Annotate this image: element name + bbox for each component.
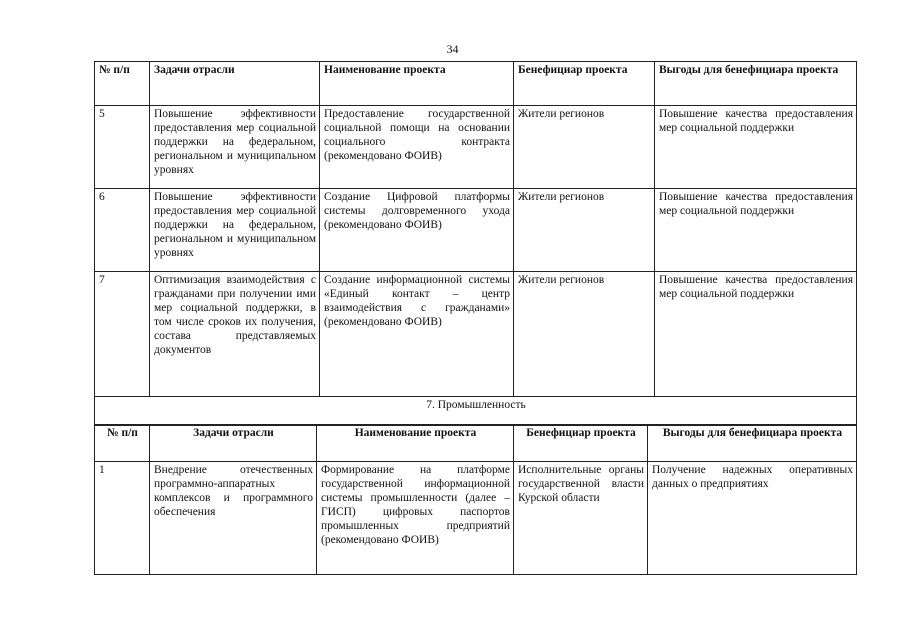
- cell-tasks: Внедрение отечественных программно-аппаратных комплексов и программного обеспечения: [150, 462, 317, 575]
- cell-num: 6: [95, 189, 150, 272]
- industry-table: [94, 424, 857, 575]
- cell-tasks: Повышение эффективности предоставления мер социальной поддержки на федеральном, региональном и муниципальном уровнях: [150, 189, 320, 272]
- cell-num: 7: [95, 272, 150, 397]
- header-beneficiary: Бенефициар проекта: [514, 62, 655, 106]
- cell-benefits: Получение надежных оперативных данных о предприятиях: [648, 462, 857, 575]
- cell-beneficiary: Жители регионов: [514, 272, 655, 397]
- section-row: [95, 397, 857, 426]
- header-tasks: Задачи отрасли: [150, 62, 320, 106]
- header-tasks: Задачи отрасли: [150, 425, 317, 462]
- header-benefits: Выгоды для бенефициара проекта: [648, 425, 857, 462]
- header-num: № п/п: [95, 62, 150, 106]
- page-number: 34: [446, 42, 459, 56]
- header-beneficiary: Бенефициар проекта: [514, 425, 648, 462]
- cell-tasks: Повышение эффективности предоставления мер социальной поддержки на федеральном, региональном и муниципальном уровнях: [150, 106, 320, 189]
- cell-benefits: Повышение качества предоставления мер социальной поддержки: [655, 272, 857, 397]
- cell-benefits: Повышение качества предоставления мер социальной поддержки: [655, 189, 857, 272]
- table-header-row: [95, 425, 857, 462]
- cell-project: Создание информационной системы «Единый контакт – центр взаимодействия с гражданами» (рекомендовано ФОИВ): [320, 272, 514, 397]
- header-num: № п/п: [95, 425, 150, 462]
- table-row: [95, 106, 857, 189]
- cell-num: 1: [95, 462, 150, 575]
- table-header-row: [95, 62, 857, 106]
- cell-project: Создание Цифровой платформы системы долговременного ухода (рекомендовано ФОИВ): [320, 189, 514, 272]
- header-project: Наименование проекта: [317, 425, 514, 462]
- cell-beneficiary: Жители регионов: [514, 106, 655, 189]
- header-project: Наименование проекта: [320, 62, 514, 106]
- section-title: 7. Промышленность: [95, 397, 857, 426]
- table-row: [95, 272, 857, 397]
- cell-project: Формирование на платформе государственной информационной системы промышленности (далее – ГИСП) цифровых паспортов промышленных предприятий (рекомендовано ФОИВ): [317, 462, 514, 575]
- table-row: [95, 462, 857, 575]
- projects-table: [94, 61, 857, 426]
- header-benefits: Выгоды для бенефициара проекта: [655, 62, 857, 106]
- cell-tasks: Оптимизация взаимодействия с гражданами при получении ими мер социальной поддержки, в том числе сроков их получения, состава представляемых документов: [150, 272, 320, 397]
- cell-benefits: Повышение качества предоставления мер социальной поддержки: [655, 106, 857, 189]
- cell-beneficiary: Исполнительные органы государственной власти Курской области: [514, 462, 648, 575]
- cell-num: 5: [95, 106, 150, 189]
- cell-beneficiary: Жители регионов: [514, 189, 655, 272]
- table-row: [95, 189, 857, 272]
- cell-project: Предоставление государственной социальной помощи на основании социального контракта (рекомендовано ФОИВ): [320, 106, 514, 189]
